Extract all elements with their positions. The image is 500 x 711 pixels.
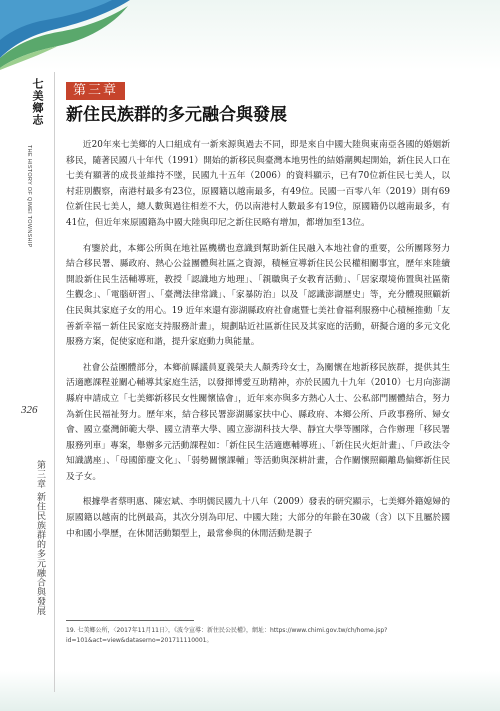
- chapter-badge: 第三章: [66, 82, 125, 100]
- footer-wash: [0, 671, 500, 711]
- sidebar-divider: [54, 72, 55, 692]
- footnote-divider: [66, 620, 194, 621]
- paragraph: 根據學者蔡明惠、陳宏斌、李明儒民國九十八年（2009）發表的研究顯示，七美鄉外籍媳婦的原國籍以越南的比例最高，其次分別為印尼、中國大陸；大部分的年齡在30歲（含）以下且屬於國中和國小學歷，在休閒活動類型上，最常參與的休閒活動是親子: [66, 497, 450, 539]
- page-number: 326: [21, 404, 38, 416]
- paragraph: 近20年來七美鄉的人口組成有一新來源與過去不同，即是來自中國大陸與東南亞各國的婚姻新移民，隨著民國八十年代（1991）開始的新移民與臺灣本地男性的結婚潮興起開始，新住民人口在七美有顯著的成長並維持不墜，民國九十五年（2006）的資料顯示，已有70位新住民七美人，以村莊別觀察，南港村最多有23位，原國籍以越南最多，有49位。民國一百零八年（2019）則有69位新住民七美人，總人數與過往相差不大，仍以南港村人數最多有19位，原國籍仍以越南最多，有41位，但近年來原國籍為中國大陸與印尼之新住民略有增加，都增加至13位。: [66, 140, 450, 228]
- paragraph: 社會公益團體部分，本鄉前縣議員夏義榮夫人顏秀玲女士，為關懷在地新移民族群，提供其生活適應課程並關心輔導其家庭生活，以發揮博愛互助精神，亦於民國九十九年（2010）七月向澎湖縣府申請成立「七美鄉新移民女性關懷協會」，近年來亦與多方熱心人士、公私部門團體結合，努力為新住民福祉努力。歷年來，結合移民署澎湖縣家扶中心、縣政府、本鄉公所、戶政事務所、婦女會、國立臺灣師範大學、國立清華大學、國立澎湖科技大學、靜宜大學等團隊，合作辦理「移民署服務列車」專案，舉辦多元活動課程如：「新住民生活適應輔導班」、「新住民火炬計畫」、「戶政法令知識講座」、「母國節慶文化」、「弱勢關懷課輔」等活動與深耕計畫，合作關懷照顧離島偏鄉新住民及子女。: [66, 362, 450, 482]
- book-title-english: THE HISTORY OF QIMEI TOWNSHIP: [26, 145, 32, 248]
- footnote: 19. 七美鄉公所，〈2017年11月11日〉，《波令宣導：新住民公民權》，網址：https://www.chimi.gov.tw/ch/home.jsp?id=101&act=view&dataserno=201711110001。: [66, 627, 388, 644]
- book-title: 七美鄉志: [31, 78, 44, 126]
- chapter-title: 新住民族群的多元融合與發展: [66, 105, 287, 125]
- body-text: [66, 138, 450, 552]
- township-logo-icon: [0, 0, 140, 70]
- sidebar-chapter-label: 第三章 新住民族群的多元融合與發展: [35, 460, 45, 616]
- paragraph: 有鑒於此，本鄉公所與在地社區機構也意識到幫助新住民融入本地社會的重要，公所團隊努力結合移民署、縣政府、熱心公益團體與社區之資源，積極宣導新住民公民權相關事宜，歷年來陸續開設新住民生活輔導班，教授「認識地方地理」、「親職與子女教育活動」、「居家環境佈置與社區衛生觀念」、「電腦研習」、「臺灣法律常識」、「家暴防治」以及「認識澎湖歷史」等，充分體現照顧新住民與其家庭子女的用心。19 近年來還有澎湖縣政府社會處暨七美社會福利服務中心積極推動「友善新幸福－新住民家庭支持服務計畫」，規劃貼近社區新住民及其家庭的活動，研擬合適的多元文化服務方案，促使家庭和諧，提升家庭動力與能量。: [66, 243, 450, 348]
